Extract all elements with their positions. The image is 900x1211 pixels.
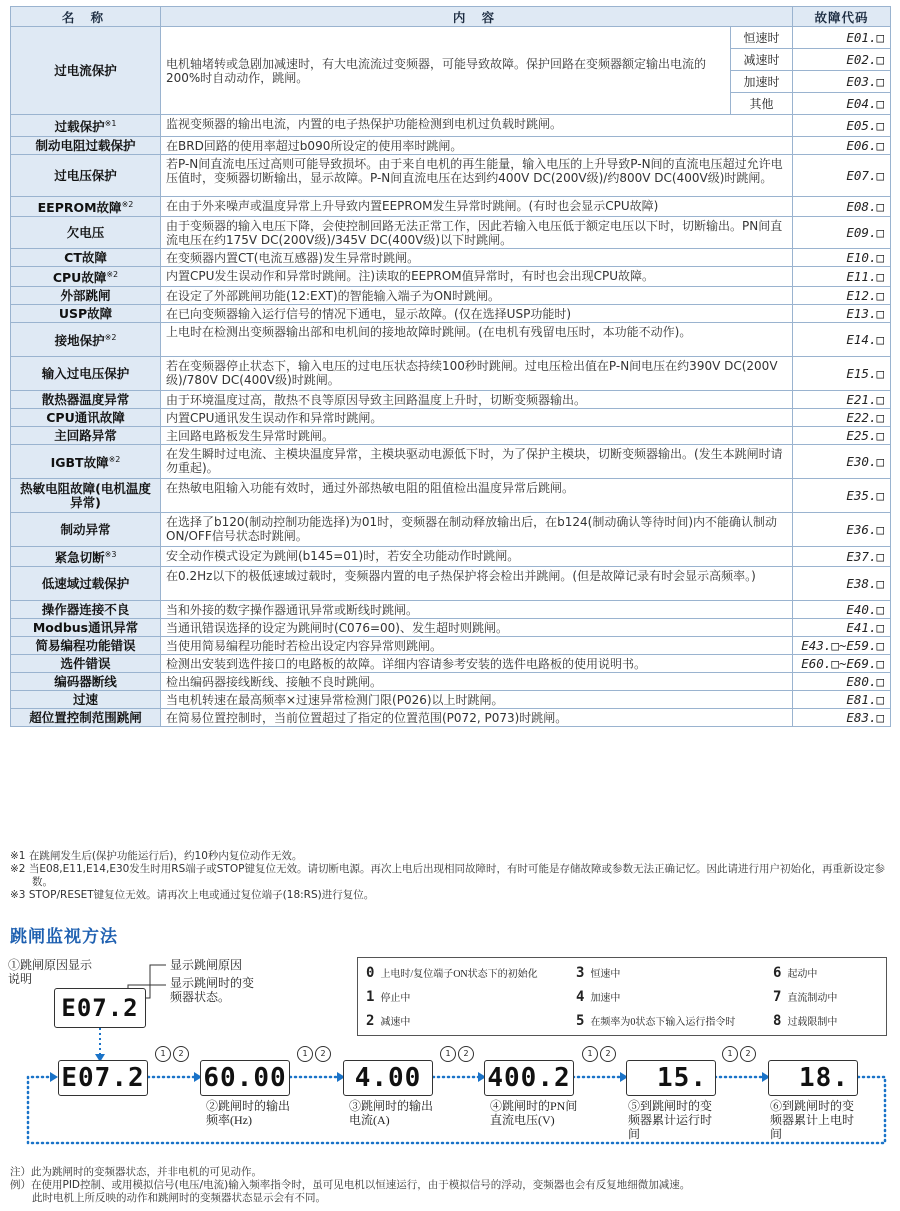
fault-code: E07.□ xyxy=(793,155,891,197)
footnote: ※3 STOP/RESET键复位无效。请再次上电或通过复位端子(18:RS)进行复位。 xyxy=(10,889,375,901)
fault-code: E83.□ xyxy=(793,709,891,727)
legend-item: 6 起动中 xyxy=(773,965,818,981)
row-name: 低速域过载保护 xyxy=(11,567,161,601)
row-content: 检出编码器接线断线、接触不良时跳闸。 xyxy=(161,673,793,691)
row-name: CPU故障$^{※2}$ xyxy=(11,267,161,287)
fault-code: E35.□ xyxy=(793,479,891,513)
footnote: ※1 在跳闸发生后(保护功能运行后)，约10秒内复位动作无效。 xyxy=(10,850,303,862)
row-content: 由于变频器的输入电压下降，会使控制回路无法正常工作，因此若输入电压低于额定电压以下时，切断输出。PN间直流电压在约175V DC(200V级)/345V DC(400V级)以下时跳闸。 xyxy=(161,217,793,249)
row-name: 主回路异常 xyxy=(11,427,161,445)
fault-code: E41.□ xyxy=(793,619,891,637)
row-name: CT故障 xyxy=(11,249,161,267)
up-key-icon: 1 xyxy=(155,1046,171,1062)
row-content: 监视变频器的输出电流，内置的电子热保护功能检测到电机过负载时跳闸。 xyxy=(161,115,793,137)
sub-label: 减速时 xyxy=(731,49,793,71)
lcd-frequency: 60.00 xyxy=(200,1060,290,1096)
row-content: 安全动作模式设定为跳闸(b145=01)时，若安全功能动作时跳闸。 xyxy=(161,547,793,567)
row-name: 操作器连接不良 xyxy=(11,601,161,619)
fault-code: E81.□ xyxy=(793,691,891,709)
row-name: CPU通讯故障 xyxy=(11,409,161,427)
row-name: 过速 xyxy=(11,691,161,709)
fault-code: E30.□ xyxy=(793,445,891,479)
fault-code: E05.□ xyxy=(793,115,891,137)
footer-line: 此时电机上所反映的动作和跳闸时的变频器状态显示会有不同。 xyxy=(32,1192,326,1204)
caption-frequency: ②跳闸时的输出频率(Hz) xyxy=(206,1099,291,1127)
down-key-icon: 2 xyxy=(315,1046,331,1062)
lcd-dc-voltage: 400.2 xyxy=(484,1060,574,1096)
legend-item: 8 过载限制中 xyxy=(773,1013,838,1029)
lcd-power-time: 18. xyxy=(768,1060,858,1096)
lcd-run-time: 15. xyxy=(626,1060,716,1096)
fault-code: E21.□ xyxy=(793,391,891,409)
fault-code: E02.□ xyxy=(793,49,891,71)
row-name: 简易编程功能错误 xyxy=(11,637,161,655)
row-content: 在热敏电阻输入功能有效时，通过外部热敏电阻的阻值检出温度异常后跳闸。 xyxy=(161,479,793,513)
legend-item: 7 直流制动中 xyxy=(773,989,838,1005)
fault-code: E25.□ xyxy=(793,427,891,445)
example-code-display: E07.2 xyxy=(54,988,146,1028)
row-content: 内置CPU发生误动作和异常时跳闸。注)读取的EEPROM值异常时，有时也会出现CPU故障。 xyxy=(161,267,793,287)
fault-code: E36.□ xyxy=(793,513,891,547)
row-name: 超位置控制范围跳闸 xyxy=(11,709,161,727)
row-name: 输入过电压保护 xyxy=(11,357,161,391)
row-content: 检测出安装到选件接口的电路板的故障。详细内容请参考安装的选件电路板的使用说明书。 xyxy=(161,655,793,673)
legend-item: 1 停止中 xyxy=(366,989,411,1005)
footer-line: 注）此为跳闸时的变频器状态，并非电机的可见动作。 xyxy=(10,1166,262,1178)
footer-line: 例）在使用PID控制、或用模拟信号(电压/电流)输入频率指令时，虽可见电机以恒速运行，由于模拟信号的浮动，变频器也会有反复地细微加减速。 xyxy=(10,1179,691,1191)
fault-code: E11.□ xyxy=(793,267,891,287)
row-content: 在选择了b120(制动控制功能选择)为01时，变频器在制动释放输出后，在b124(制动确认等待时间)内不能确认制动ON/OFF信号状态时跳闸。 xyxy=(161,513,793,547)
status-legend xyxy=(357,957,887,1036)
row-content: 内置CPU通讯发生误动作和异常时跳闸。 xyxy=(161,409,793,427)
fault-code: E04.□ xyxy=(793,93,891,115)
legend-item: 4 加速中 xyxy=(576,989,621,1005)
header-code: 故障代码 xyxy=(793,7,891,27)
row-content: 当和外接的数字操作器通讯异常或断线时跳闸。 xyxy=(161,601,793,619)
row-name: 外部跳闸 xyxy=(11,287,161,305)
row-content: 电机轴堵转或急剧加减速时，有大电流流过变频器，可能导致故障。保护回路在变频器额定输出电流的200%时自动动作，跳闸。 xyxy=(161,27,731,115)
row-content: 在变频器内置CT(电流互感器)发生异常时跳闸。 xyxy=(161,249,793,267)
fault-code: E37.□ xyxy=(793,547,891,567)
sub-label: 其他 xyxy=(731,93,793,115)
up-key-icon: 1 xyxy=(582,1046,598,1062)
row-content: 上电时在检测出变频器输出部和电机间的接地故障时跳闸。(在电机有残留电压时，本功能不动作)。 xyxy=(161,323,793,357)
row-name: IGBT故障$^{※2}$ xyxy=(11,445,161,479)
row-name: 制动电阻过载保护 xyxy=(11,137,161,155)
fault-code: E15.□ xyxy=(793,357,891,391)
row-content: 若P-N间直流电压过高则可能导致损坏。由于来自电机的再生能量，输入电压的上升导致P-N间的直流电压超过允许电压值时，变频器切断输出，显示故障。P-N间直流电压在达到约400V DC(200V级)/约800V DC(400V级)时跳闸。 xyxy=(161,155,793,197)
row-name: 接地保护$^{※2}$ xyxy=(11,323,161,357)
fault-code: E08.□ xyxy=(793,197,891,217)
sub-label: 恒速时 xyxy=(731,27,793,49)
caption-run-time: ⑤到跳闸时的变频器累计运行时间 xyxy=(628,1099,713,1141)
fault-code: E13.□ xyxy=(793,305,891,323)
up-key-icon: 1 xyxy=(722,1046,738,1062)
down-key-icon: 2 xyxy=(600,1046,616,1062)
row-content: 当使用简易编程功能时若检出设定内容异常则跳闸。 xyxy=(161,637,793,655)
down-key-icon: 2 xyxy=(740,1046,756,1062)
down-key-icon: 2 xyxy=(458,1046,474,1062)
fault-code: E40.□ xyxy=(793,601,891,619)
down-key-icon: 2 xyxy=(173,1046,189,1062)
row-name: 编码器断线 xyxy=(11,673,161,691)
caption-current: ③跳闸时的输出电流(A) xyxy=(349,1099,434,1127)
row-name: EEPROM故障$^{※2}$ xyxy=(11,197,161,217)
fault-code: E06.□ xyxy=(793,137,891,155)
legend-item: 2 减速中 xyxy=(366,1013,411,1029)
row-content: 在BRD回路的使用率超过b090所设定的使用率时跳闸。 xyxy=(161,137,793,155)
fault-code: E80.□ xyxy=(793,673,891,691)
cause-label: ①跳闸原因显示说明 xyxy=(8,958,93,986)
fault-code: E09.□ xyxy=(793,217,891,249)
fault-code: E14.□ xyxy=(793,323,891,357)
row-content: 若在变频器停止状态下，输入电压的过电压状态持续100秒时跳闸。过电压检出值在P-N间电压在约390V DC(200V级)/780V DC(400V级)时跳闸。 xyxy=(161,357,793,391)
up-key-icon: 1 xyxy=(440,1046,456,1062)
lcd-trip-code: E07.2 xyxy=(58,1060,148,1096)
fault-code: E38.□ xyxy=(793,567,891,601)
row-name: 热敏电阻故障(电机温度异常) xyxy=(11,479,161,513)
fault-code: E01.□ xyxy=(793,27,891,49)
header-content: 内 容 xyxy=(161,7,793,27)
row-name: USP故障 xyxy=(11,305,161,323)
show-cause-label: 显示跳闸原因 xyxy=(170,958,243,972)
row-content: 由于环境温度过高，散热不良等原因导致主回路温度上升时，切断变频器输出。 xyxy=(161,391,793,409)
row-name: Modbus通讯异常 xyxy=(11,619,161,637)
fault-code: E43.□~E59.□ xyxy=(793,637,891,655)
row-content: 在发生瞬时过电流、主模块温度异常，主模块驱动电源低下时，为了保护主模块，切断变频器输出。(发生本跳闸时请勿重起)。 xyxy=(161,445,793,479)
caption-voltage: ④跳闸时的PN间直流电压(V) xyxy=(490,1099,578,1127)
fault-code: E22.□ xyxy=(793,409,891,427)
fault-code: E12.□ xyxy=(793,287,891,305)
up-key-icon: 1 xyxy=(297,1046,313,1062)
show-status-label: 显示跳闸时的变频器状态。 xyxy=(170,976,255,1004)
fault-code: E03.□ xyxy=(793,71,891,93)
row-name: 欠电压 xyxy=(11,217,161,249)
sub-label: 加速时 xyxy=(731,71,793,93)
legend-item: 3 恒速中 xyxy=(576,965,621,981)
section-title: 跳闸监视方法 xyxy=(10,927,118,947)
row-name: 紧急切断$^{※3}$ xyxy=(11,547,161,567)
lcd-current: 4.00 xyxy=(343,1060,433,1096)
header-name: 名 称 xyxy=(11,7,161,27)
row-content: 主回路电路板发生异常时跳闸。 xyxy=(161,427,793,445)
caption-power-time: ⑥到跳闸时的变频器累计上电时间 xyxy=(770,1099,855,1141)
row-content: 当通讯错误选择的设定为跳闸时(C076=00)、发生超时则跳闸。 xyxy=(161,619,793,637)
row-name: 过载保护$^{※1}$ xyxy=(11,115,161,137)
row-name: 选件错误 xyxy=(11,655,161,673)
row-content: 在简易位置控制时，当前位置超过了指定的位置范围(P072, P073)时跳闸。 xyxy=(161,709,793,727)
footer-notes xyxy=(10,1166,890,1205)
row-content: 在设定了外部跳闸功能(12:EXT)的智能输入端子为ON时跳闸。 xyxy=(161,287,793,305)
fault-code: E10.□ xyxy=(793,249,891,267)
legend-item: 0 上电时/复位端子ON状态下的初始化 xyxy=(366,965,538,981)
row-content: 当电机转速在最高频率×过速异常检测门限(P026)以上时跳闸。 xyxy=(161,691,793,709)
row-content: 在0.2Hz以下的极低速域过载时，变频器内置的电子热保护将会检出并跳闸。(但是故障记录有时会显示高频率。) xyxy=(161,567,793,601)
row-name: 散热器温度异常 xyxy=(11,391,161,409)
row-name: 制动异常 xyxy=(11,513,161,547)
legend-item: 5 在频率为0状态下输入运行指令时 xyxy=(576,1013,736,1029)
footnote: ※2 当E08,E11,E14,E30发生时用RS端子或STOP键复位无效。请切断电源。再次上电后出现相同故障时，有时可能是存储故障或参数无法正确记忆。因此请进行用户初始化，再重新设定参数。 xyxy=(10,863,885,888)
row-content: 在已向变频器输入运行信号的情况下通电，显示故障。(仅在选择USP功能时) xyxy=(161,305,793,323)
row-name: 过电流保护 xyxy=(11,27,161,115)
row-content: 在由于外来噪声或温度异常上升导致内置EEPROM发生异常时跳闸。(有时也会显示CPU故障) xyxy=(161,197,793,217)
row-name: 过电压保护 xyxy=(11,155,161,197)
fault-code: E60.□~E69.□ xyxy=(793,655,891,673)
